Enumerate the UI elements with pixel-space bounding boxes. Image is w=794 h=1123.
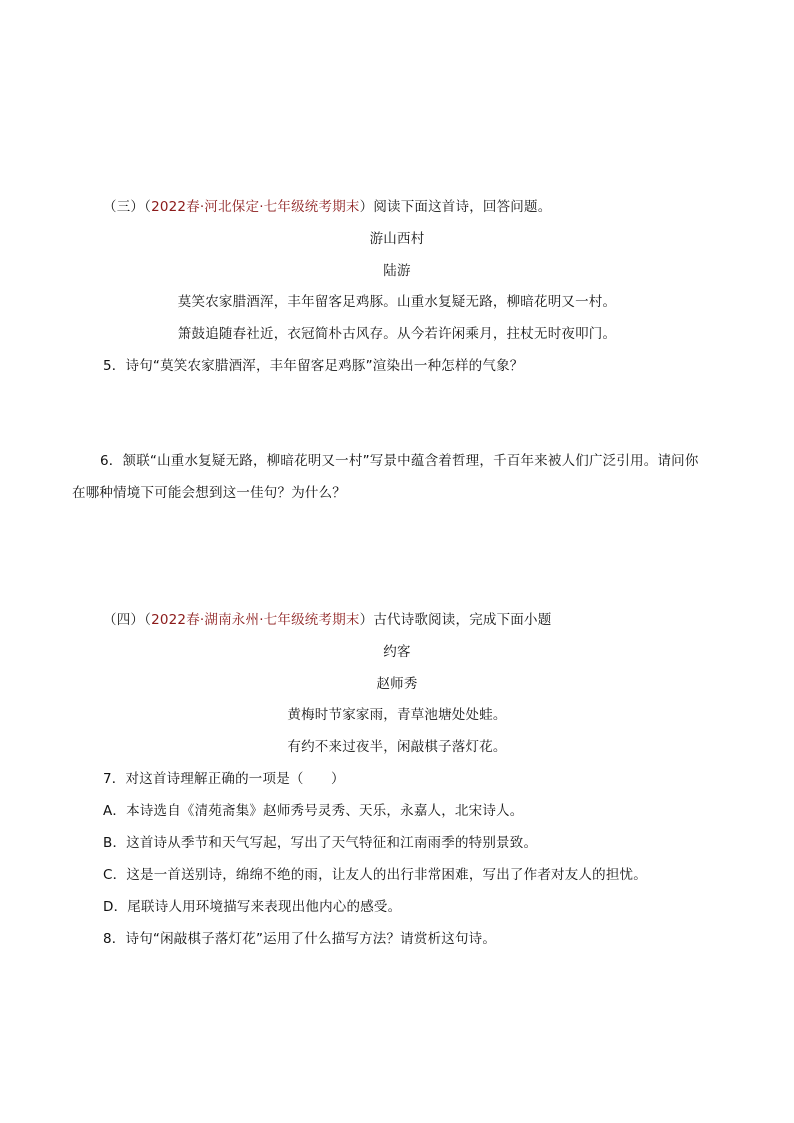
- question-6-line-2: 在哪种情境下可能会想到这一佳句？为什么？: [72, 485, 346, 501]
- option-c: C．这是一首送别诗，绵绵不绝的雨，让友人的出行非常困难，写出了作者对友人的担忧。: [103, 867, 647, 883]
- section4-source: 2022春·湖南永州·七年级统考期末: [151, 612, 360, 628]
- question-6-line-1: 6．颔联“山重水复疑无路，柳暗花明又一村”写景中蕴含着哲理，千百年来被人们广泛引用。请问你: [100, 453, 699, 469]
- section4-number: （四）: [103, 612, 145, 628]
- section4-instruction: 古代诗歌阅读，完成下面小题: [373, 612, 552, 628]
- option-a: A．本诗选自《清苑斋集》赵师秀号灵秀、天乐，永嘉人，北宋诗人。: [103, 803, 524, 819]
- section3-source-close: ）: [359, 199, 374, 215]
- section3-poem-author: 陆游: [383, 263, 411, 279]
- section4-poem-author: 赵师秀: [376, 676, 418, 692]
- question-5: 5．诗句“莫笑农家腊酒浑，丰年留客足鸡豚”渲染出一种怎样的气象？: [103, 358, 524, 374]
- section3-source: 2022春·河北保定·七年级统考期末: [151, 199, 360, 215]
- section3-instruction: 阅读下面这首诗，回答问题。: [373, 199, 552, 215]
- section4-header: [103, 610, 551, 630]
- option-d: D．尾联诗人用环境描写来表现出他内心的感受。: [103, 899, 402, 915]
- section4-source-close: ）: [359, 612, 374, 628]
- section3-poem-line-1: 莫笑农家腊酒浑，丰年留客足鸡豚。山重水复疑无路，柳暗花明又一村。: [177, 294, 617, 310]
- section4-source-open: （: [144, 612, 152, 628]
- section4-poem-line-1: 黄梅时节家家雨，青草池塘处处蛙。: [287, 707, 507, 723]
- section4-poem-title: 约客: [383, 644, 411, 660]
- section3-poem-title: 游山西村: [369, 231, 425, 247]
- section4-poem-line-2: 有约不来过夜半，闲敲棋子落灯花。: [287, 739, 507, 755]
- section3-header: [103, 197, 551, 217]
- question-8: 8．诗句“闲敲棋子落灯花”运用了什么描写方法？请赏析这句诗。: [103, 931, 497, 947]
- option-b: B．这首诗从季节和天气写起，写出了天气特征和江南雨季的特别景致。: [103, 835, 538, 851]
- section3-source-open: （: [144, 199, 152, 215]
- question-7: 7．对这首诗理解正确的一项是（ ）: [103, 771, 345, 787]
- section3-number: （三）: [103, 199, 145, 215]
- section3-poem-line-2: 箫鼓追随春社近，衣冠简朴古风存。从今若许闲乘月，拄杖无时夜叩门。: [177, 326, 617, 342]
